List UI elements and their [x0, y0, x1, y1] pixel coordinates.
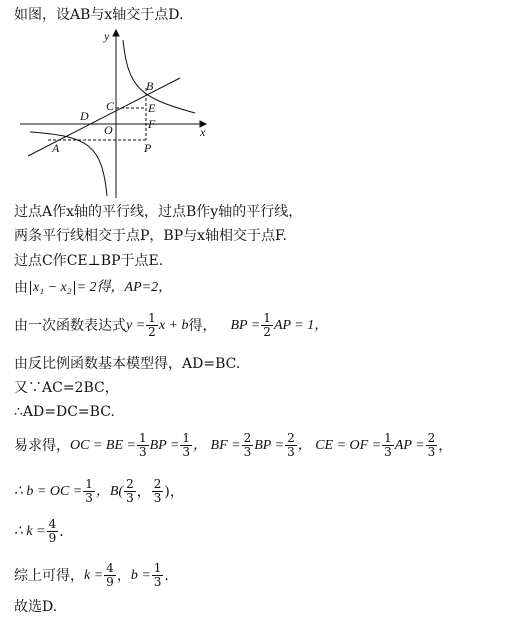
label-p: P [144, 141, 152, 155]
line-5: 由一次函数表达式 y = $\frac{1}{2}$ x + b 得， BP = $\frac{1}{2}$ AP = 1， [14, 311, 329, 339]
line-2: 两条平行线相交于点P，BP与x轴相交于点F. [14, 228, 288, 244]
line-9: 易求得， OC = BE = $\frac{1}{3}$ BP = $\frac{1}{3}$ ， BF = $\frac{2}{3}$ BP = $\frac{2}{3}$ ， CE = OF = $\frac{1}{3}$ AP = $\frac{2}{3}$ ， [14, 431, 453, 459]
label-e: E [148, 101, 156, 115]
label-x: x [200, 125, 206, 139]
intro-line: 如图，设AB与x轴交于点D. [14, 7, 184, 23]
line-6: 由反比例函数基本模型得，AD=BC. [14, 356, 241, 372]
label-y: y [104, 29, 110, 43]
line-11: ∴ k = $\frac{4}{9}$ . [14, 517, 64, 545]
line-12: 综上可得， k = $\frac{4}{9}$ ， b = $\frac{1}{3}$ . [14, 561, 169, 589]
line-ab [28, 78, 180, 156]
line-13: 故选D. [14, 599, 58, 615]
line-4: 由 x₁ − x₂ = 2得，AP=2， [14, 280, 173, 296]
line-8: ∴AD=DC=BC. [14, 404, 115, 420]
y-axis-arrow [113, 30, 119, 36]
label-b: B [146, 79, 154, 93]
label-c: C [106, 99, 115, 113]
label-f: F [148, 117, 156, 131]
line-3: 过点C作CE⊥BP于点E. [14, 253, 164, 269]
label-a: A [52, 141, 60, 155]
line-10: ∴ b = OC = $\frac{1}{3}$ ，B( $\frac{2}{3}$ ， $\frac{2}{3}$ )， [14, 477, 184, 505]
hyperbola-lower [30, 132, 107, 196]
label-d: D [80, 109, 89, 123]
line-7: 又∵AC=2BC， [14, 380, 119, 396]
line-1: 过点A作x轴的平行线，过点B作y轴的平行线， [14, 204, 303, 220]
label-o: O [104, 123, 113, 137]
coordinate-diagram [20, 28, 220, 203]
